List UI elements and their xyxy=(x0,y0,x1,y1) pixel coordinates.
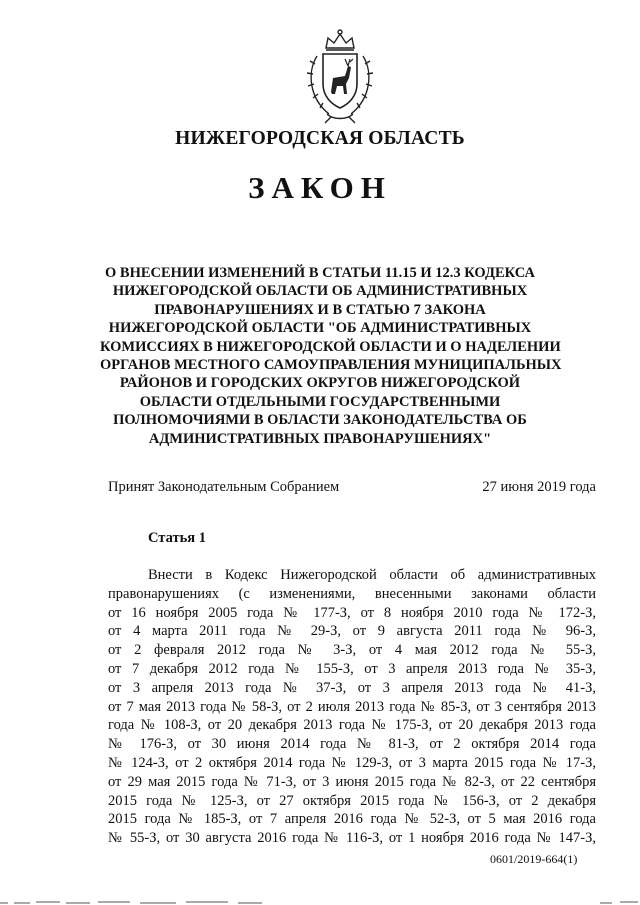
body-line: правонарушениях (с изменениями, внесенными законами области xyxy=(108,585,596,602)
title-line: ОБЛАСТИ ОТДЕЛЬНЫМИ ГОСУДАРСТВЕННЫМИ xyxy=(139,393,501,410)
article-body xyxy=(108,566,596,848)
title-line: НИЖЕГОРОДСКОЙ ОБЛАСТИ ОБ АДМИНИСТРАТИВНЫХ xyxy=(112,283,528,300)
title-line: РАЙОНОВ И ГОРОДСКИХ ОКРУГОВ НИЖЕГОРОДСКОЙ xyxy=(119,375,521,392)
body-line: № 55-З, от 30 августа 2016 года № 116-З, от 1 ноября 2016 года № 147-З, xyxy=(108,830,596,847)
body-line: от 29 мая 2015 года № 71-З, от 3 июня 2015 года № 82-З, от 22 сентября xyxy=(108,773,596,790)
document-type-heading: ЗАКОН xyxy=(248,170,392,205)
body-line: 2015 года № 125-З, от 27 октября 2015 года № 156-З, от 2 декабря xyxy=(108,792,596,809)
document-number: 0601/2019-664(1) xyxy=(490,852,578,866)
body-line: от 7 мая 2013 года № 58-З, от 2 июля 2013 года № 85-З, от 3 сентября 2013 xyxy=(108,698,596,715)
body-line: от 2 февраля 2012 года № 3-З, от 4 мая 2012 года № 55-З, xyxy=(108,642,596,659)
title-line: ПРАВОНАРУШЕНИЯХ И В СТАТЬЮ 7 ЗАКОНА xyxy=(154,301,486,318)
body-line: 2015 года № 185-З, от 7 апреля 2016 года № 52-З, от 5 мая 2016 года xyxy=(108,811,596,828)
adoption-line xyxy=(108,479,596,496)
title-line: КОМИССИЯХ В НИЖЕГОРОДСКОЙ ОБЛАСТИ И О НАДЕЛЕНИИ xyxy=(100,338,561,355)
law-title xyxy=(100,264,562,448)
title-line: О ВНЕСЕНИИ ИЗМЕНЕНИЙ В СТАТЬИ 11.15 И 12.3 КОДЕКСА xyxy=(105,265,535,281)
adopted-by: Принят Законодательным Собранием xyxy=(108,479,340,495)
body-line: от 4 марта 2011 года № 29-З, от 9 августа 2011 года № 96-З, xyxy=(108,623,596,640)
title-line: ОРГАНОВ МЕСТНОГО САМОУПРАВЛЕНИЯ МУНИЦИПАЛЬНЫХ xyxy=(100,357,562,374)
title-line: ПОЛНОМОЧИЯМИ В ОБЛАСТИ ЗАКОНОДАТЕЛЬСТВА ОБ xyxy=(113,412,527,429)
title-line: НИЖЕГОРОДСКОЙ ОБЛАСТИ "ОБ АДМИНИСТРАТИВНЫХ xyxy=(108,320,532,337)
body-line: от 3 апреля 2013 года № 37-З, от 3 апреля 2013 года № 41-З, xyxy=(108,679,596,696)
body-line: от 7 декабря 2012 года № 155-З, от 3 апреля 2013 года № 35-З, xyxy=(108,660,596,677)
body-line: года № 108-З, от 20 декабря 2013 года № 175-З, от 20 декабря 2013 года xyxy=(108,717,596,734)
body-line: Внести в Кодекс Нижегородской области об административных xyxy=(148,567,596,583)
body-line: № 124-З, от 2 октября 2014 года № 129-З, от 3 марта 2015 года № 17-З, xyxy=(108,754,596,771)
scan-edge-marks xyxy=(0,893,640,905)
body-line: № 176-З, от 30 июня 2014 года № 81-З, от 2 октября 2014 года xyxy=(108,736,596,753)
adoption-date: 27 июня 2019 года xyxy=(482,479,596,495)
article-heading: Статья 1 xyxy=(148,530,206,546)
title-line: АДМИНИСТРАТИВНЫХ ПРАВОНАРУШЕНИЯХ" xyxy=(148,430,492,447)
region-heading: НИЖЕГОРОДСКАЯ ОБЛАСТЬ xyxy=(175,128,465,149)
body-line: от 16 ноября 2005 года № 177-З, от 8 ноября 2010 года № 172-З, xyxy=(108,604,596,621)
coat-of-arms-icon xyxy=(301,26,379,124)
